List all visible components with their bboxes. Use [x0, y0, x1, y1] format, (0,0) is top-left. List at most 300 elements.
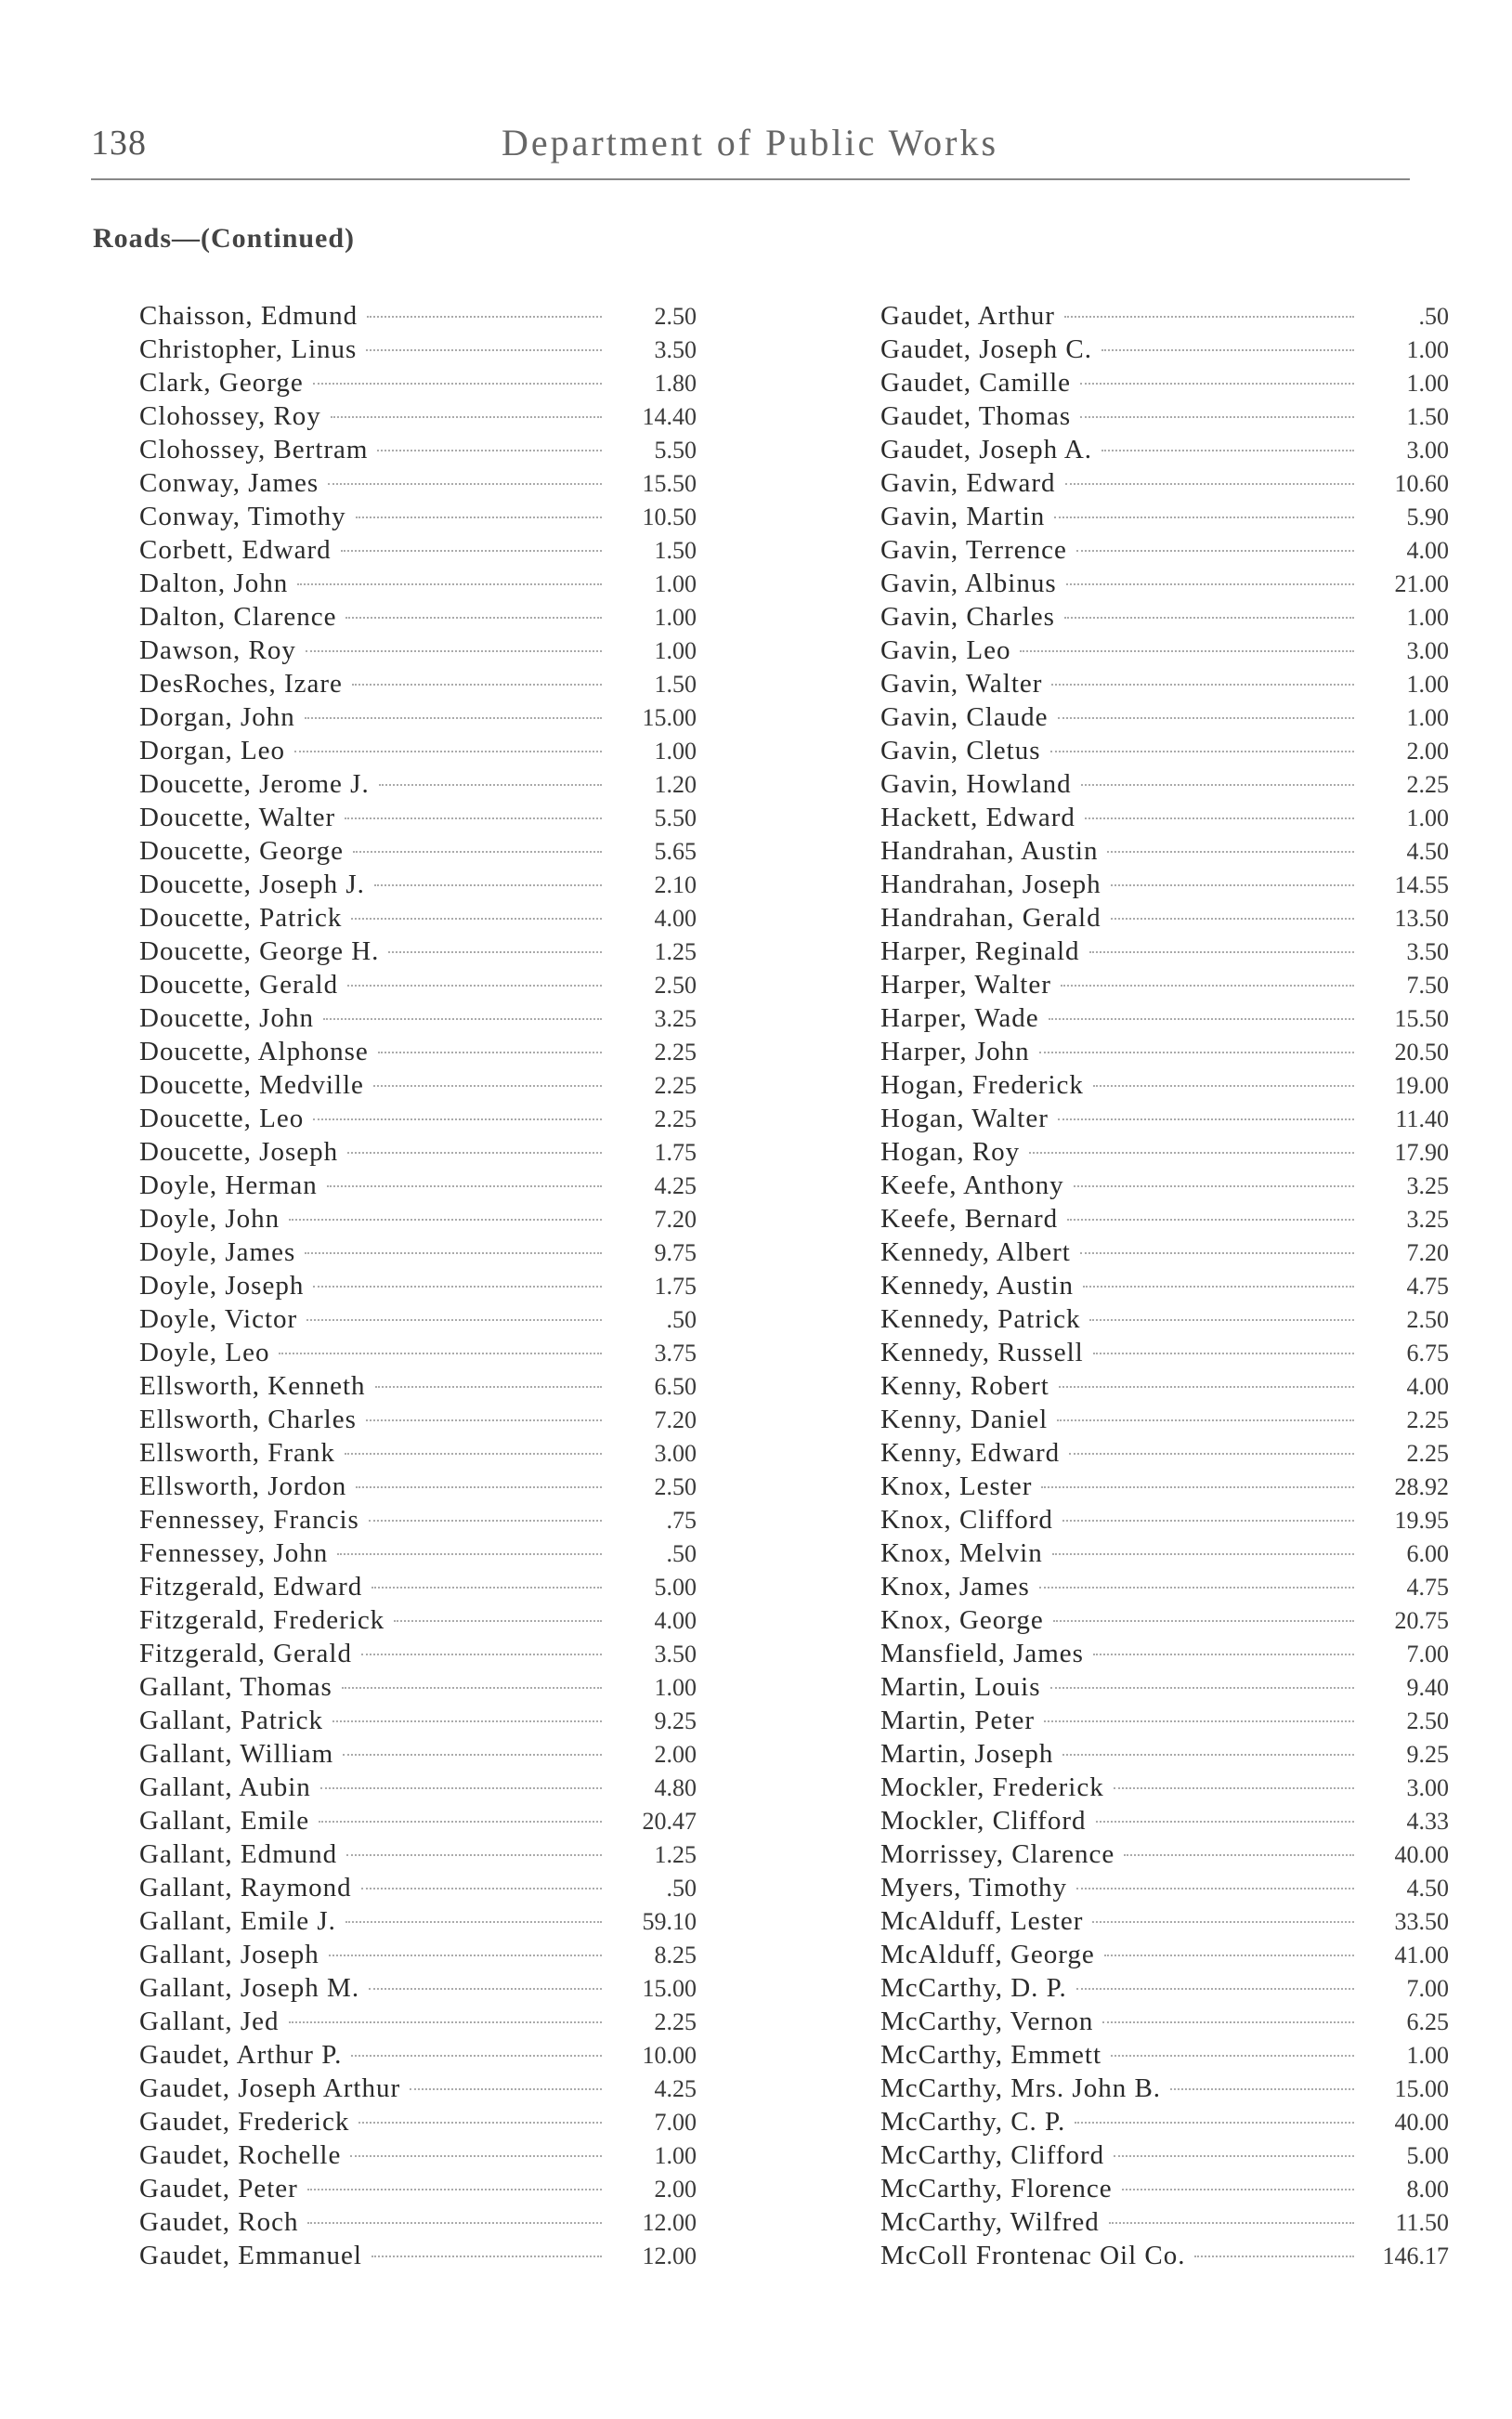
- payee-name: Gaudet, Joseph C.: [880, 334, 1093, 364]
- payment-amount: 4.50: [1406, 838, 1449, 865]
- payment-amount: 20.75: [1394, 1607, 1449, 1634]
- payee-name: Gavin, Claude: [880, 702, 1049, 732]
- payee-name: Doucette, Joseph J.: [139, 870, 365, 899]
- payee-name: Kenny, Robert: [880, 1371, 1049, 1401]
- list-item: [880, 868, 1449, 901]
- payee-name: Doyle, Joseph: [139, 1271, 305, 1301]
- payment-amount: 1.00: [1406, 336, 1449, 363]
- payee-name: Gaudet, Emmanuel: [139, 2241, 362, 2270]
- payment-amount: 1.80: [654, 370, 697, 397]
- payment-amount: 2.25: [1406, 1440, 1449, 1467]
- list-item: [139, 801, 697, 834]
- list-item: [880, 1771, 1449, 1804]
- list-item: [139, 1369, 697, 1403]
- list-item: [139, 366, 697, 399]
- payment-amount: 6.00: [1406, 1540, 1449, 1567]
- dot-leader: [378, 1051, 602, 1053]
- payee-name: Corbett, Edward: [139, 535, 332, 565]
- list-item: [880, 1202, 1449, 1236]
- payee-name: McCarthy, Wilfred: [880, 2207, 1100, 2237]
- list-item: [880, 500, 1449, 533]
- payee-name: McCarthy, Clifford: [880, 2140, 1105, 2170]
- dot-leader: [361, 1887, 602, 1889]
- payee-name: McCarthy, D. P.: [880, 1973, 1067, 2003]
- list-item: [139, 1436, 697, 1470]
- list-item: [139, 1503, 697, 1536]
- dot-leader: [347, 984, 602, 987]
- dot-leader: [379, 783, 602, 786]
- payment-amount: 7.50: [1406, 972, 1449, 999]
- dot-leader: [1080, 382, 1354, 385]
- list-item: [880, 634, 1449, 667]
- dot-leader: [1020, 649, 1354, 652]
- dot-leader: [1069, 1452, 1354, 1455]
- list-item: [880, 767, 1449, 801]
- payment-amount: 3.00: [1406, 1774, 1449, 1801]
- dot-leader: [1109, 2221, 1354, 2224]
- payment-amount: 9.25: [654, 1707, 697, 1734]
- payee-name: Gavin, Walter: [880, 669, 1043, 699]
- payment-amount: 1.50: [1406, 403, 1449, 430]
- payment-amount: .75: [666, 1507, 697, 1534]
- dot-leader: [313, 1285, 602, 1288]
- dot-leader: [1194, 2255, 1354, 2257]
- dot-leader: [320, 1786, 602, 1789]
- payment-amount: 1.00: [654, 1674, 697, 1701]
- payment-amount: 10.00: [642, 2042, 697, 2069]
- payment-amount: 1.00: [654, 2142, 697, 2169]
- list-item: [880, 1837, 1449, 1871]
- dot-leader: [351, 2054, 602, 2057]
- payment-amount: 4.25: [654, 1172, 697, 1199]
- dot-leader: [1065, 482, 1354, 485]
- payee-name: McCarthy, Vernon: [880, 2007, 1094, 2036]
- dot-leader: [1096, 1820, 1355, 1823]
- payee-name: Gallant, Edmund: [139, 1839, 338, 1869]
- payee-name: Doucette, George H.: [139, 936, 380, 966]
- dot-leader: [337, 1552, 602, 1555]
- payee-name: Hogan, Roy: [880, 1137, 1021, 1167]
- dot-leader: [306, 1318, 602, 1321]
- list-item: [139, 533, 697, 567]
- payment-amount: 4.00: [654, 905, 697, 932]
- list-item: [139, 2172, 697, 2205]
- payment-amount: 1.00: [1406, 804, 1449, 831]
- dot-leader: [347, 1151, 602, 1154]
- payee-name: Fitzgerald, Edward: [139, 1572, 363, 1602]
- payee-name: Gallant, Emile: [139, 1806, 310, 1836]
- dot-leader: [1107, 850, 1354, 853]
- dot-leader: [1170, 2087, 1354, 2090]
- payee-name: Gaudet, Rochelle: [139, 2140, 342, 2170]
- payee-name: Keefe, Anthony: [880, 1170, 1064, 1200]
- dot-leader: [371, 2255, 602, 2257]
- list-item: [139, 1637, 697, 1670]
- list-item: [139, 1470, 697, 1503]
- payment-amount: 146.17: [1382, 2242, 1449, 2269]
- dot-leader: [1058, 716, 1354, 719]
- payment-amount: 12.00: [642, 2209, 697, 2236]
- dot-leader: [1061, 984, 1354, 987]
- list-item: [139, 834, 697, 868]
- list-item: [139, 1804, 697, 1837]
- list-item: [880, 1603, 1449, 1637]
- payee-name: Doyle, Leo: [139, 1338, 270, 1367]
- payment-amount: 4.75: [1406, 1574, 1449, 1601]
- dot-leader: [1064, 616, 1354, 619]
- list-item: [880, 1102, 1449, 1135]
- dot-leader: [1080, 415, 1354, 418]
- payment-amount: 6.50: [654, 1373, 697, 1400]
- payee-name: Gallant, Joseph M.: [139, 1973, 360, 2003]
- list-item: [139, 466, 697, 500]
- dot-leader: [279, 1352, 602, 1354]
- dot-leader: [1102, 2020, 1354, 2023]
- payee-name: Gaudet, Frederick: [139, 2107, 350, 2137]
- payment-amount: 33.50: [1394, 1908, 1449, 1935]
- list-item: [880, 2138, 1449, 2172]
- payee-name: Gavin, Martin: [880, 502, 1046, 531]
- left-column: [139, 299, 697, 2272]
- payee-name: Gaudet, Arthur: [880, 301, 1055, 331]
- list-item: [139, 333, 697, 366]
- dot-leader: [366, 1419, 602, 1421]
- list-item: [139, 399, 697, 433]
- list-item: [880, 1804, 1449, 1837]
- dot-leader: [345, 1452, 602, 1455]
- dot-leader: [1122, 2188, 1354, 2190]
- list-item: [139, 1670, 697, 1704]
- payment-amount: 3.75: [654, 1340, 697, 1366]
- list-item: [880, 2239, 1449, 2272]
- list-item: [139, 1603, 697, 1637]
- payee-name: Knox, Clifford: [880, 1505, 1053, 1535]
- payee-name: Gavin, Howland: [880, 769, 1072, 799]
- payment-amount: 2.00: [1406, 738, 1449, 765]
- dot-leader: [358, 2121, 602, 2124]
- list-item: [880, 1570, 1449, 1603]
- dot-leader: [352, 683, 602, 686]
- payee-name: Dawson, Roy: [139, 635, 296, 665]
- list-item: [139, 634, 697, 667]
- payment-amount: 5.50: [654, 437, 697, 464]
- dot-leader: [305, 1251, 602, 1254]
- payment-amount: 11.40: [1395, 1105, 1449, 1132]
- dot-leader: [345, 1920, 602, 1923]
- payment-amount: 5.50: [654, 804, 697, 831]
- payment-amount: 1.00: [1406, 2042, 1449, 2069]
- dot-leader: [1067, 1218, 1354, 1221]
- dot-leader: [319, 1820, 602, 1823]
- list-item: [880, 667, 1449, 700]
- dot-leader: [1076, 1987, 1354, 1990]
- dot-leader: [1075, 2121, 1354, 2124]
- payment-amount: 1.75: [654, 1139, 697, 1166]
- payee-name: Gaudet, Camille: [880, 368, 1072, 398]
- dot-leader: [356, 516, 602, 518]
- dot-leader: [369, 1987, 602, 1990]
- payee-name: Knox, Melvin: [880, 1538, 1043, 1568]
- payee-name: Gaudet, Peter: [139, 2174, 298, 2203]
- payee-name: Gallant, William: [139, 1739, 334, 1769]
- dot-leader: [1101, 449, 1354, 451]
- list-item: [139, 1904, 697, 1938]
- payee-name: Morrissey, Clarence: [880, 1839, 1115, 1869]
- dot-leader: [1093, 1084, 1354, 1087]
- payment-amount: 28.92: [1394, 1473, 1449, 1500]
- payment-amount: 4.50: [1406, 1875, 1449, 1902]
- dot-leader: [289, 2020, 602, 2023]
- payment-amount: 3.25: [1406, 1172, 1449, 1199]
- payee-name: Kennedy, Albert: [880, 1237, 1071, 1267]
- list-item: [880, 1302, 1449, 1336]
- dot-leader: [345, 817, 602, 819]
- list-item: [880, 466, 1449, 500]
- list-item: [139, 1837, 697, 1871]
- payment-amount: 10.50: [642, 503, 697, 530]
- dot-leader: [1093, 1653, 1354, 1655]
- payee-name: Gavin, Albinus: [880, 569, 1057, 598]
- list-item: [880, 1670, 1449, 1704]
- list-item: [880, 366, 1449, 399]
- running-head: Department of Public Works: [502, 122, 999, 163]
- payment-amount: 5.00: [654, 1574, 697, 1601]
- payment-amount: 1.50: [654, 537, 697, 564]
- list-item: [880, 901, 1449, 935]
- dot-leader: [1050, 1686, 1355, 1689]
- list-item: [880, 1169, 1449, 1202]
- list-item: [139, 1001, 697, 1035]
- dot-leader: [345, 616, 602, 619]
- payee-name: Martin, Peter: [880, 1706, 1036, 1735]
- payee-name: McCarthy, Mrs. John B.: [880, 2073, 1162, 2103]
- payee-name: Hogan, Walter: [880, 1104, 1049, 1133]
- dot-leader: [361, 1653, 602, 1655]
- payment-amount: 15.00: [1394, 2075, 1449, 2102]
- dot-leader: [410, 2087, 602, 2090]
- payment-amount: 3.25: [1406, 1206, 1449, 1233]
- dot-leader: [1114, 1786, 1354, 1789]
- payment-amount: 2.50: [654, 1473, 697, 1500]
- payment-amount: 7.20: [654, 1206, 697, 1233]
- payment-amount: 2.00: [654, 2176, 697, 2203]
- payment-amount: 1.00: [654, 570, 697, 597]
- dot-leader: [343, 1753, 602, 1756]
- payee-name: Ellsworth, Charles: [139, 1405, 357, 1434]
- dot-leader: [1062, 1519, 1354, 1522]
- payment-amount: .50: [666, 1875, 697, 1902]
- payee-name: Doyle, Herman: [139, 1170, 318, 1200]
- list-item: [139, 1068, 697, 1102]
- payment-amount: 1.00: [654, 604, 697, 631]
- payment-amount: 3.00: [1406, 637, 1449, 664]
- payee-name: Martin, Joseph: [880, 1739, 1054, 1769]
- list-item: [880, 834, 1449, 868]
- dot-leader: [1114, 2154, 1354, 2157]
- payment-amount: 2.25: [654, 1105, 697, 1132]
- list-item: [880, 399, 1449, 433]
- payment-amount: 5.65: [654, 838, 697, 865]
- dot-leader: [1041, 1485, 1354, 1488]
- payment-amount: 6.25: [1406, 2008, 1449, 2035]
- list-item: [139, 567, 697, 600]
- list-item: [139, 868, 697, 901]
- payee-name: Fitzgerald, Gerald: [139, 1639, 352, 1668]
- payment-amount: 9.40: [1406, 1674, 1449, 1701]
- payment-amount: 4.33: [1406, 1808, 1449, 1835]
- payee-name: McCarthy, Florence: [880, 2174, 1113, 2203]
- dot-leader: [1074, 1184, 1354, 1187]
- payment-amount: 1.00: [1406, 704, 1449, 731]
- dot-leader: [367, 315, 602, 318]
- dot-leader: [329, 1954, 602, 1956]
- payment-amount: 4.00: [1406, 1373, 1449, 1400]
- payee-name: Knox, George: [880, 1605, 1044, 1635]
- payment-amount: 1.25: [654, 1841, 697, 1868]
- payment-amount: 7.20: [1406, 1239, 1449, 1266]
- payment-amount: 15.50: [642, 470, 697, 497]
- list-item: [880, 1470, 1449, 1503]
- list-item: [139, 767, 697, 801]
- dot-leader: [1083, 1285, 1354, 1288]
- list-item: [139, 2005, 697, 2038]
- payee-name: Harper, Walter: [880, 970, 1051, 1000]
- payment-amount: 12.00: [642, 2242, 697, 2269]
- list-item: [139, 968, 697, 1001]
- payee-name: Doyle, Victor: [139, 1304, 298, 1334]
- list-item: [880, 1871, 1449, 1904]
- payee-name: Gallant, Jed: [139, 2007, 280, 2036]
- payee-name: Fitzgerald, Frederick: [139, 1605, 385, 1635]
- payment-amount: 7.00: [1406, 1641, 1449, 1667]
- payee-name: Doucette, Jerome J.: [139, 769, 370, 799]
- payment-amount: 8.00: [1406, 2176, 1449, 2203]
- list-item: [880, 1704, 1449, 1737]
- payee-name: Christopher, Linus: [139, 334, 358, 364]
- payee-name: Gallant, Emile J.: [139, 1906, 336, 1936]
- payee-name: Dalton, Clarence: [139, 602, 337, 632]
- payee-name: Handrahan, Austin: [880, 836, 1099, 866]
- list-item: [880, 935, 1449, 968]
- payment-amount: 7.20: [654, 1406, 697, 1433]
- dot-leader: [1059, 1385, 1354, 1388]
- list-item: [880, 299, 1449, 333]
- list-item: [880, 801, 1449, 834]
- payment-amount: 4.75: [1406, 1273, 1449, 1300]
- list-item: [880, 1737, 1449, 1771]
- list-item: [139, 433, 697, 466]
- payee-name: Doucette, Walter: [139, 803, 336, 832]
- payee-name: Martin, Louis: [880, 1672, 1041, 1702]
- list-item: [139, 299, 697, 333]
- payment-amount: 40.00: [1394, 1841, 1449, 1868]
- dot-leader: [1054, 516, 1354, 518]
- payee-name: McAlduff, George: [880, 1940, 1095, 1969]
- payee-name: Mockler, Clifford: [880, 1806, 1087, 1836]
- payment-amount: 1.00: [1406, 671, 1449, 698]
- dot-leader: [1076, 1887, 1354, 1889]
- payee-name: Ellsworth, Jordon: [139, 1471, 347, 1501]
- payment-amount: 20.50: [1394, 1039, 1449, 1066]
- payment-amount: 3.50: [1406, 938, 1449, 965]
- payment-amount: 15.00: [642, 704, 697, 731]
- payment-amount: 3.50: [654, 336, 697, 363]
- list-item: [139, 2105, 697, 2138]
- list-item: [880, 2038, 1449, 2072]
- list-item: [880, 1369, 1449, 1403]
- dot-leader: [1050, 750, 1355, 752]
- payment-amount: 59.10: [642, 1908, 697, 1935]
- list-item: [139, 2239, 697, 2272]
- dot-leader: [1058, 1118, 1354, 1120]
- list-item: [139, 2138, 697, 2172]
- payee-name: Kenny, Daniel: [880, 1405, 1049, 1434]
- dot-leader: [1057, 1419, 1354, 1421]
- list-item: [880, 1536, 1449, 1570]
- dot-leader: [341, 549, 602, 552]
- dot-leader: [307, 2188, 602, 2190]
- payee-name: Doucette, Gerald: [139, 970, 339, 1000]
- list-item: [139, 901, 697, 935]
- list-item: [880, 1403, 1449, 1436]
- dot-leader: [1052, 1552, 1354, 1555]
- payment-amount: .50: [666, 1540, 697, 1567]
- dot-leader: [350, 2154, 602, 2157]
- list-item: [880, 433, 1449, 466]
- payment-amount: 3.00: [654, 1440, 697, 1467]
- list-item: [880, 2072, 1449, 2105]
- dot-leader: [394, 1619, 602, 1622]
- list-item: [139, 600, 697, 634]
- payment-amount: .50: [666, 1306, 697, 1333]
- payee-name: Doyle, John: [139, 1204, 280, 1234]
- dot-leader: [366, 348, 602, 351]
- list-item: [139, 667, 697, 700]
- payment-amount: 9.25: [1406, 1741, 1449, 1768]
- dot-leader: [1104, 1954, 1354, 1956]
- payment-amount: 1.00: [1406, 604, 1449, 631]
- list-item: [880, 1904, 1449, 1938]
- payee-name: Dorgan, John: [139, 702, 295, 732]
- payee-name: Ellsworth, Frank: [139, 1438, 335, 1468]
- dot-leader: [373, 1084, 602, 1087]
- dot-leader: [289, 1218, 602, 1221]
- payment-amount: 1.00: [1406, 370, 1449, 397]
- list-item: [139, 1102, 697, 1135]
- dot-leader: [1029, 1151, 1354, 1154]
- payee-name: Doucette, Medville: [139, 1070, 364, 1100]
- payment-amount: 1.20: [654, 771, 697, 798]
- dot-leader: [353, 850, 602, 853]
- payment-amount: .50: [1418, 303, 1449, 330]
- list-item: [880, 1035, 1449, 1068]
- dot-leader: [374, 883, 602, 886]
- payee-name: Clark, George: [139, 368, 304, 398]
- payee-name: Gaudet, Arthur P.: [139, 2040, 343, 2070]
- payee-name: Doucette, George: [139, 836, 344, 866]
- list-item: [139, 734, 697, 767]
- payment-amount: 4.00: [1406, 537, 1449, 564]
- list-item: [139, 700, 697, 734]
- right-column: [880, 299, 1449, 2272]
- payee-name: Dalton, John: [139, 569, 289, 598]
- list-item: [139, 1536, 697, 1570]
- dot-leader: [1066, 582, 1354, 585]
- payment-amount: 2.50: [1406, 1707, 1449, 1734]
- payment-amount: 19.95: [1394, 1507, 1449, 1534]
- payment-amount: 6.75: [1406, 1340, 1449, 1366]
- list-item: [880, 333, 1449, 366]
